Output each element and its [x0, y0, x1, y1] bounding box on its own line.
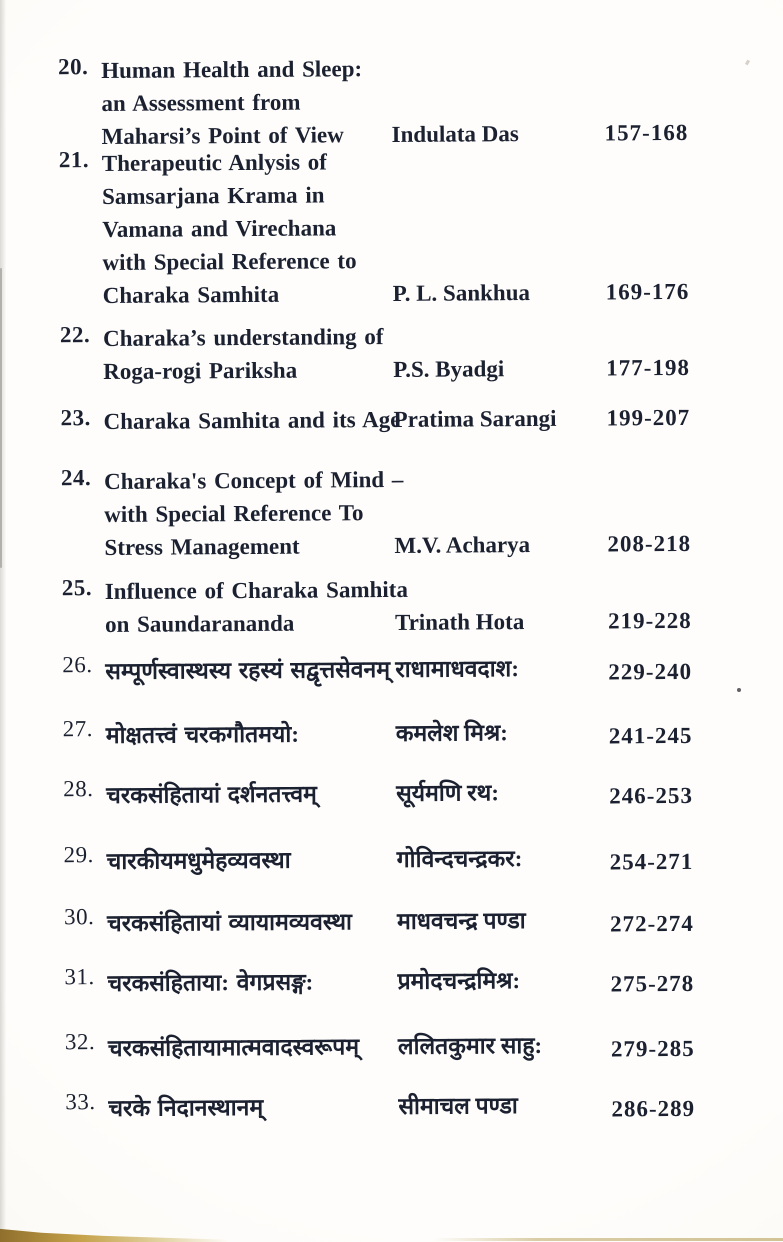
- title-line: Stress Management: [104, 533, 300, 560]
- entry-title: [107, 902, 397, 944]
- title-line: चरकसंहितायां व्यायामव्यवस्था: [107, 909, 353, 936]
- entry-page-range: 219-228: [607, 607, 692, 634]
- page-bottom-right-edge: [433, 1238, 783, 1241]
- toc-entry: [65, 1085, 725, 1130]
- entry-title: [108, 1087, 398, 1129]
- entry-author: P.S. Byadgi: [393, 356, 505, 382]
- entry-page-range: 199-207: [606, 404, 691, 431]
- toc-entry: [60, 318, 720, 389]
- entry-title: [103, 320, 393, 388]
- entry-title: [104, 573, 408, 641]
- entry-page-range: 229-240: [608, 658, 693, 685]
- entry-page-range: 208-218: [607, 530, 692, 557]
- page-left-edge-line: [0, 268, 2, 568]
- scan-artifact-dot: [737, 688, 741, 692]
- entry-author: P. L. Sankhua: [392, 280, 531, 306]
- toc-entry: [64, 900, 724, 945]
- entry-page-range: 254-271: [609, 848, 694, 875]
- entry-author: कमलेश मिश्र:: [395, 720, 508, 746]
- entry-author: सूर्यमणि रथ:: [396, 780, 500, 806]
- entry-page-range: 246-253: [609, 782, 693, 809]
- entry-page-range: 286-289: [611, 1095, 696, 1122]
- entry-title: [106, 774, 396, 816]
- entry-title: [103, 463, 404, 564]
- entry-title: [103, 403, 401, 438]
- toc-entry: [64, 838, 724, 883]
- toc-entry: [64, 960, 724, 1005]
- title-line: Charaka Samhita: [102, 281, 280, 308]
- entry-number: 21.: [58, 147, 90, 173]
- entry-author: Indulata Das: [391, 121, 519, 147]
- entry-author: Pratima Sarangi: [393, 405, 557, 432]
- entry-author: सीमाचल पण्डा: [398, 1093, 518, 1119]
- toc-entry: [60, 401, 720, 439]
- entry-title: [107, 962, 397, 1004]
- entry-title: [108, 1027, 398, 1069]
- title-line: Samsarjana Krama in: [101, 182, 325, 209]
- entry-page-range: 279-285: [610, 1035, 695, 1062]
- title-line: चारकीयमधुमेहव्यवस्था: [106, 847, 291, 874]
- entry-page-range: 177-198: [606, 354, 691, 381]
- entry-title: [105, 650, 395, 692]
- entry-number: 22.: [59, 322, 91, 348]
- title-line: Charaka’s understanding of: [102, 324, 384, 351]
- entry-title: [102, 145, 393, 312]
- entry-author: M.V. Acharya: [394, 532, 531, 558]
- title-line: Influence of Charaka Samhita: [104, 576, 408, 604]
- entry-number: 24.: [60, 465, 92, 491]
- title-line: चरके निदानस्थानम्: [108, 1094, 264, 1121]
- entry-page-range: 275-278: [610, 970, 695, 997]
- title-line: Roga-rogi Pariksha: [103, 357, 298, 384]
- entry-number: 26.: [62, 652, 93, 678]
- entry-author: प्रमोदचन्द्रमिश्र:: [397, 968, 521, 994]
- entry-page-range: 272-274: [610, 910, 694, 937]
- entry-author: Trinath Hota: [394, 609, 525, 635]
- title-line: Maharsi’s Point of View: [101, 122, 344, 150]
- title-line: with Special Reference To: [104, 500, 364, 527]
- entry-number: 30.: [63, 904, 95, 930]
- toc-entry: [62, 648, 722, 693]
- entry-author: माधवचन्द्र पण्डा: [397, 908, 526, 934]
- title-line: Charaka Samhita and its Age: [103, 406, 401, 434]
- entry-number: 32.: [64, 1029, 96, 1055]
- entry-author: ललितकुमार साहु:: [397, 1032, 543, 1059]
- entry-number: 27.: [62, 716, 94, 742]
- entry-number: 29.: [63, 842, 94, 868]
- title-line: on Saundarananda: [104, 610, 295, 637]
- title-line: सम्पूर्णस्वास्थस्य रहस्यं सद्वृत्तसेवनम्: [105, 657, 391, 684]
- entry-number: 23.: [60, 405, 91, 431]
- title-line: Human Health and Sleep:: [101, 56, 363, 84]
- entry-number: 28.: [63, 776, 94, 802]
- toc-entry: [63, 712, 723, 757]
- title-line: Charaka's Concept of Mind –: [103, 466, 404, 494]
- title-line: मोक्षतत्त्वं चरकगौतमयो:: [105, 721, 300, 748]
- title-line: चरकसंहितायां दर्शनतत्त्वम्: [106, 781, 317, 808]
- entry-title: [101, 52, 392, 153]
- entry-number: 33.: [65, 1089, 96, 1115]
- title-line: with Special Reference to: [102, 248, 357, 275]
- title-line: Vamana and Virechana: [102, 215, 337, 242]
- entry-page-range: 169-176: [605, 278, 690, 305]
- toc-entry: [62, 571, 722, 642]
- title-line: चरकसंहितायामात्मवादस्वरूपम्: [107, 1034, 360, 1061]
- entry-number: 31.: [64, 964, 95, 990]
- toc-entry: [63, 772, 723, 817]
- entry-author: राधामाधवदाश:: [395, 656, 520, 682]
- entry-author: गोविन्दचन्द्रकर:: [396, 846, 523, 872]
- entry-page-range: 241-245: [608, 722, 693, 749]
- toc-entry: [58, 50, 719, 154]
- title-line: an Assessment from: [101, 89, 301, 117]
- title-line: चरकसंहिताया: वेगप्रसङ्ग:: [107, 969, 314, 996]
- title-line: Therapeutic Anlysis of: [101, 149, 327, 177]
- entry-number: 25.: [61, 575, 93, 601]
- entry-number: 20.: [58, 54, 89, 80]
- entry-title: [106, 714, 396, 756]
- entry-page-range: 157-168: [604, 119, 689, 146]
- toc-entry: [65, 1025, 725, 1070]
- entry-title: [107, 840, 397, 882]
- toc-entry: [61, 461, 722, 565]
- toc-entry: [59, 143, 720, 313]
